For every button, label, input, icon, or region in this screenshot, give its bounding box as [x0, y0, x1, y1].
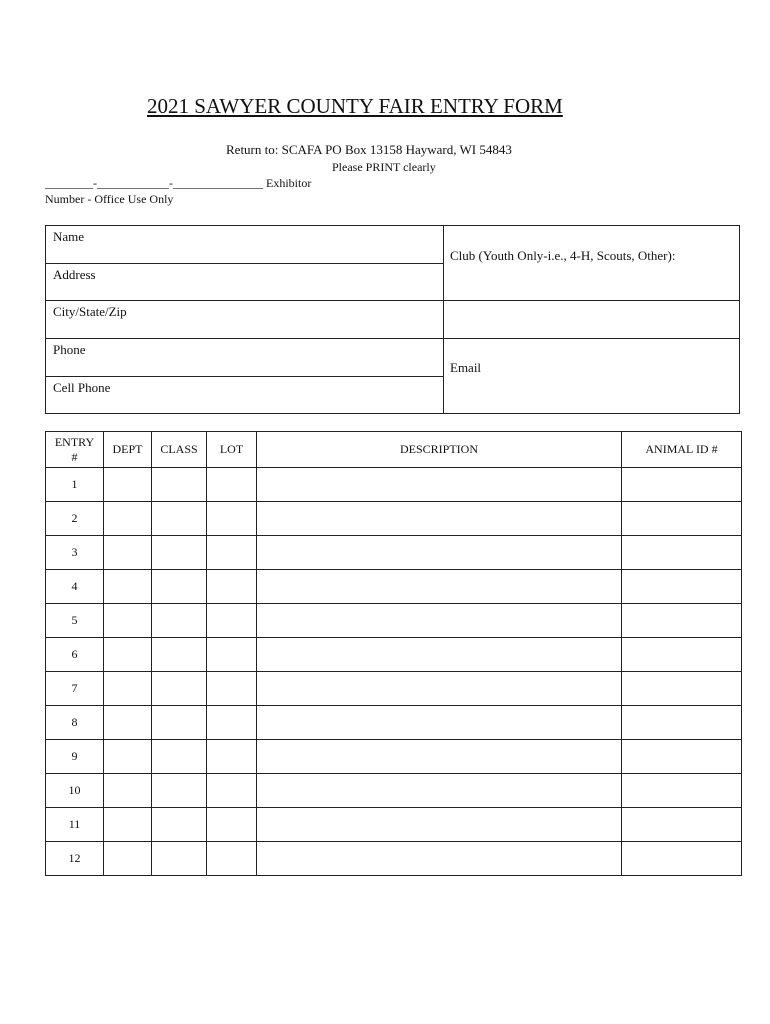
email-label: Email: [450, 360, 482, 375]
cell-label: Cell Phone: [53, 380, 111, 395]
class-cell[interactable]: [152, 672, 207, 706]
animal-id-cell[interactable]: [622, 604, 742, 638]
dept-cell[interactable]: [104, 774, 152, 808]
table-row: [46, 536, 742, 570]
lot-cell[interactable]: [207, 706, 257, 740]
entries-table: [45, 431, 742, 876]
blank-field[interactable]: [443, 300, 740, 339]
dept-cell[interactable]: [104, 672, 152, 706]
class-cell[interactable]: [152, 638, 207, 672]
entry-number: 12: [46, 842, 104, 876]
class-cell[interactable]: [152, 740, 207, 774]
address-field[interactable]: [45, 263, 444, 301]
class-cell[interactable]: [152, 604, 207, 638]
office-use-label: Number - Office Use Only: [45, 192, 174, 206]
animal-id-cell[interactable]: [622, 808, 742, 842]
return-address: Return to: SCAFA PO Box 13158 Hayward, WI 54843: [226, 142, 512, 157]
animal-id-cell[interactable]: [622, 706, 742, 740]
table-row: [46, 468, 742, 502]
phone-label: Phone: [53, 342, 86, 357]
animal-id-cell[interactable]: [622, 536, 742, 570]
description-cell[interactable]: [257, 740, 622, 774]
header-description: DESCRIPTION: [257, 432, 622, 468]
table-row: [46, 706, 742, 740]
dept-cell[interactable]: [104, 468, 152, 502]
entry-number: 5: [46, 604, 104, 638]
entry-number: 6: [46, 638, 104, 672]
dept-cell[interactable]: [104, 706, 152, 740]
header-animal-id: ANIMAL ID #: [622, 432, 742, 468]
header-dept: DEPT: [104, 432, 152, 468]
table-row: [46, 774, 742, 808]
description-cell[interactable]: [257, 502, 622, 536]
lot-cell[interactable]: [207, 808, 257, 842]
class-cell[interactable]: [152, 570, 207, 604]
lot-cell[interactable]: [207, 536, 257, 570]
entry-number: 4: [46, 570, 104, 604]
description-cell[interactable]: [257, 468, 622, 502]
lot-cell[interactable]: [207, 672, 257, 706]
lot-cell[interactable]: [207, 502, 257, 536]
entry-number: 11: [46, 808, 104, 842]
description-cell[interactable]: [257, 706, 622, 740]
table-header-row: [46, 432, 742, 468]
table-row: [46, 604, 742, 638]
animal-id-cell[interactable]: [622, 502, 742, 536]
table-row: [46, 502, 742, 536]
entry-number: 8: [46, 706, 104, 740]
animal-id-cell[interactable]: [622, 638, 742, 672]
city-label: City/State/Zip: [53, 304, 127, 319]
exhibitor-number-line: ________-____________-_______________ Exhibitor: [45, 176, 312, 190]
email-field[interactable]: [443, 338, 740, 414]
dept-cell[interactable]: [104, 638, 152, 672]
address-label: Address: [53, 267, 96, 282]
dept-cell[interactable]: [104, 536, 152, 570]
class-cell[interactable]: [152, 774, 207, 808]
lot-cell[interactable]: [207, 468, 257, 502]
dept-cell[interactable]: [104, 842, 152, 876]
table-row: [46, 808, 742, 842]
name-label: Name: [53, 229, 85, 244]
description-cell[interactable]: [257, 842, 622, 876]
entry-number: 2: [46, 502, 104, 536]
print-note: Please PRINT clearly: [332, 160, 436, 174]
header-entry-number: ENTRY #: [46, 432, 104, 468]
city-state-zip-field[interactable]: [45, 300, 444, 339]
animal-id-cell[interactable]: [622, 842, 742, 876]
description-cell[interactable]: [257, 536, 622, 570]
class-cell[interactable]: [152, 808, 207, 842]
dept-cell[interactable]: [104, 740, 152, 774]
lot-cell[interactable]: [207, 740, 257, 774]
header-lot: LOT: [207, 432, 257, 468]
description-cell[interactable]: [257, 808, 622, 842]
lot-cell[interactable]: [207, 842, 257, 876]
phone-field[interactable]: [45, 338, 444, 377]
animal-id-cell[interactable]: [622, 774, 742, 808]
lot-cell[interactable]: [207, 638, 257, 672]
table-row: [46, 740, 742, 774]
class-cell[interactable]: [152, 468, 207, 502]
entry-number: 10: [46, 774, 104, 808]
animal-id-cell[interactable]: [622, 740, 742, 774]
class-cell[interactable]: [152, 502, 207, 536]
entry-number: 7: [46, 672, 104, 706]
dept-cell[interactable]: [104, 808, 152, 842]
description-cell[interactable]: [257, 638, 622, 672]
lot-cell[interactable]: [207, 604, 257, 638]
name-field[interactable]: [45, 225, 444, 264]
club-field[interactable]: [443, 225, 740, 301]
description-cell[interactable]: [257, 604, 622, 638]
table-row: [46, 638, 742, 672]
animal-id-cell[interactable]: [622, 672, 742, 706]
description-cell[interactable]: [257, 570, 622, 604]
animal-id-cell[interactable]: [622, 570, 742, 604]
dept-cell[interactable]: [104, 502, 152, 536]
form-title: 2021 SAWYER COUNTY FAIR ENTRY FORM: [147, 94, 563, 118]
description-cell[interactable]: [257, 774, 622, 808]
animal-id-cell[interactable]: [622, 468, 742, 502]
table-row: [46, 672, 742, 706]
class-cell[interactable]: [152, 706, 207, 740]
dept-cell[interactable]: [104, 604, 152, 638]
header-class: CLASS: [152, 432, 207, 468]
lot-cell[interactable]: [207, 570, 257, 604]
lot-cell[interactable]: [207, 774, 257, 808]
class-cell[interactable]: [152, 842, 207, 876]
table-row: [46, 842, 742, 876]
entry-number: 1: [46, 468, 104, 502]
entry-number: 9: [46, 740, 104, 774]
description-cell[interactable]: [257, 672, 622, 706]
class-cell[interactable]: [152, 536, 207, 570]
club-label: Club (Youth Only-i.e., 4-H, Scouts, Other):: [450, 248, 676, 263]
cell-phone-field[interactable]: [45, 376, 444, 414]
dept-cell[interactable]: [104, 570, 152, 604]
entry-number: 3: [46, 536, 104, 570]
table-row: [46, 570, 742, 604]
